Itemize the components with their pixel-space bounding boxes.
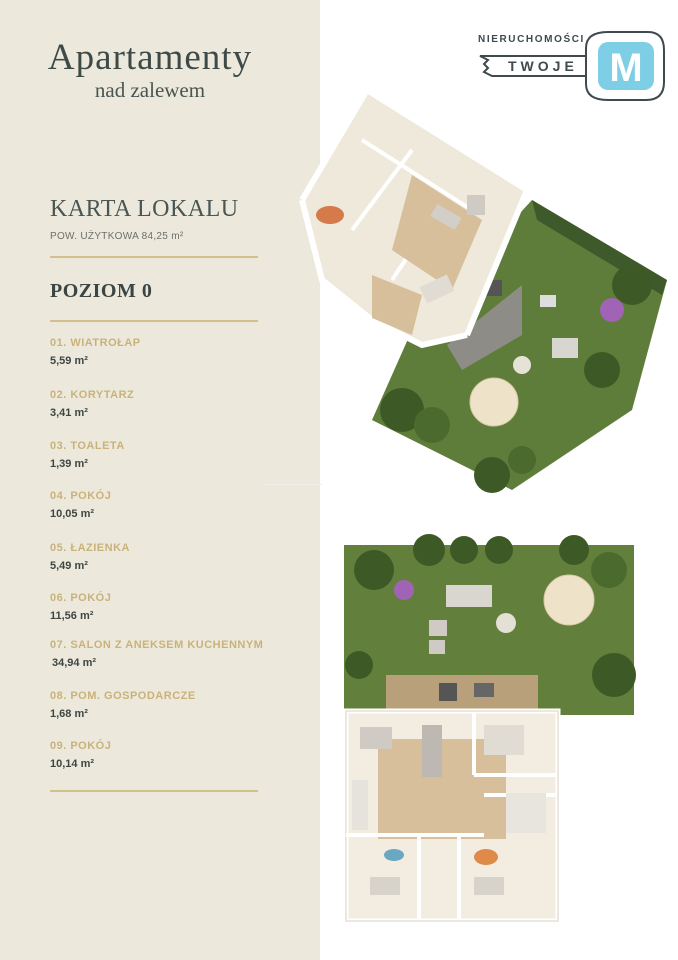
room-area: 10,05 m² xyxy=(50,508,95,520)
usable-area-label: POW. UŻYTKOWA 84,25 m² xyxy=(50,231,184,242)
room-area: 10,14 m² xyxy=(50,758,95,770)
room-name: 03. TOALETA xyxy=(50,440,125,452)
divider xyxy=(262,484,322,485)
logo-middle-text: TWOJE xyxy=(508,58,578,74)
brand-subtitle: nad zalewem xyxy=(94,78,206,102)
divider xyxy=(50,320,258,322)
room-area: 11,56 m² xyxy=(50,610,94,622)
brand-title: Apartamenty xyxy=(47,37,253,78)
room-name: 02. KORYTARZ xyxy=(50,389,135,401)
logo-top-text: NIERUCHOMOŚCI xyxy=(478,34,585,45)
room-area: 3,41 m² xyxy=(50,407,88,419)
room-item xyxy=(50,740,290,770)
room-item xyxy=(50,542,290,572)
room-name: 01. WIATROŁAP xyxy=(50,337,141,349)
room-item xyxy=(50,639,290,669)
room-area: 1,39 m² xyxy=(50,458,88,470)
room-name: 05. ŁAZIENKA xyxy=(50,542,130,554)
room-item xyxy=(50,592,290,622)
room-area: 34,94 m² xyxy=(52,657,97,669)
divider xyxy=(50,256,258,258)
room-name: 09. POKÓJ xyxy=(50,740,112,752)
room-item xyxy=(50,490,290,520)
room-area: 5,59 m² xyxy=(50,355,88,367)
room-name: 04. POKÓJ xyxy=(50,490,112,502)
room-item xyxy=(50,440,290,470)
floor-plan-top-view xyxy=(334,525,644,935)
room-item xyxy=(50,690,290,720)
level-heading: POZIOM 0 xyxy=(50,280,153,302)
logo-letter: M xyxy=(609,46,643,90)
room-area: 5,49 m² xyxy=(50,560,88,572)
room-item xyxy=(50,337,290,367)
room-name: 06. POKÓJ xyxy=(50,592,112,604)
room-name: 07. SALON Z ANEKSEM KUCHENNYM xyxy=(50,639,264,651)
room-name: 08. POM. GOSPODARCZE xyxy=(50,690,196,702)
room-item xyxy=(50,389,290,419)
floor-plan-3d-view xyxy=(272,80,672,500)
room-area: 1,68 m² xyxy=(50,708,88,720)
divider xyxy=(50,790,258,792)
card-title: KARTA LOKALU xyxy=(50,196,239,222)
